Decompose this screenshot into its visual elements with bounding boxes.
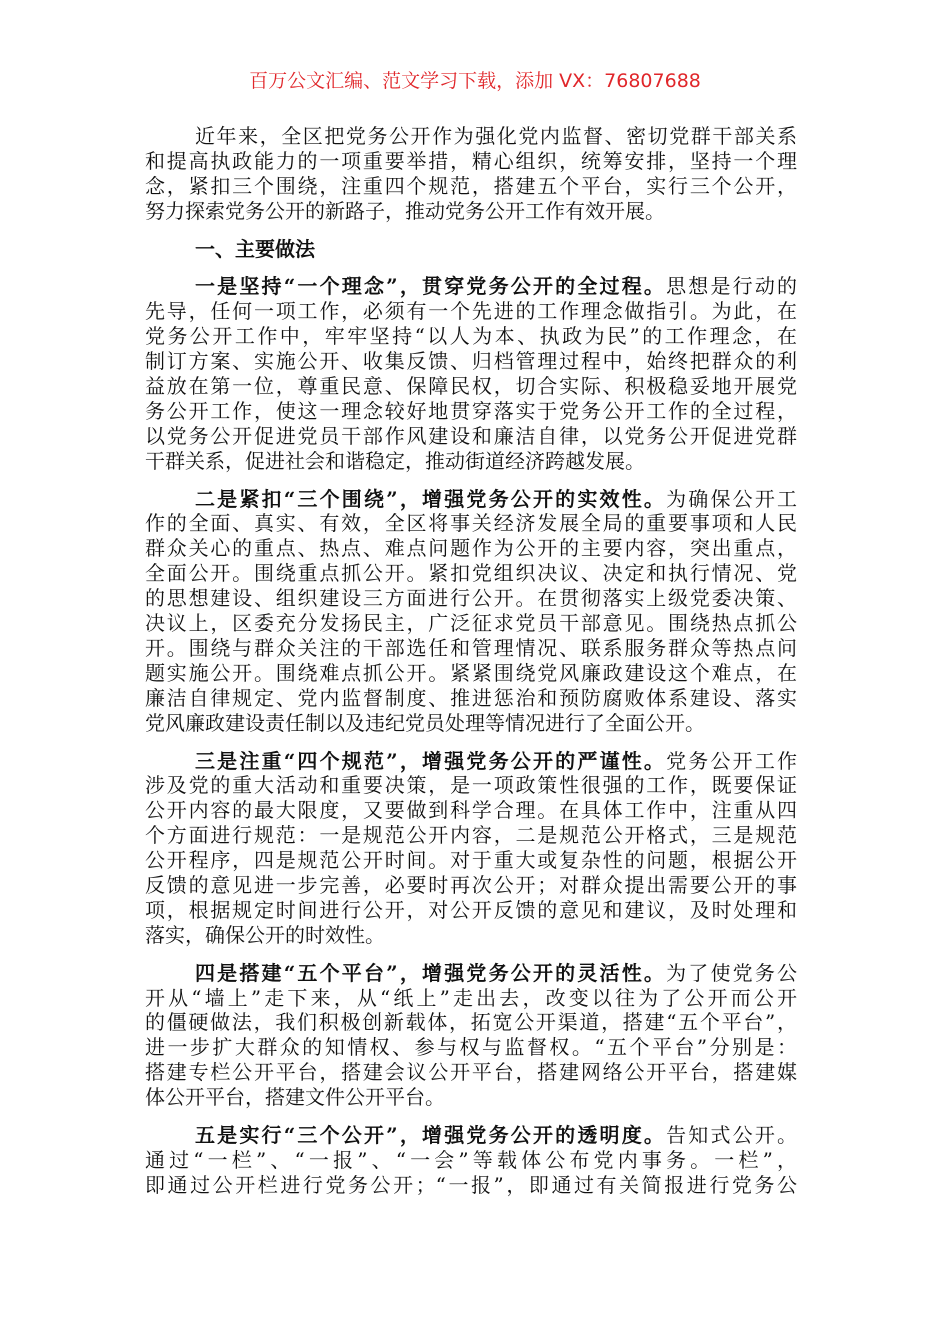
text-line [145, 487, 797, 512]
text-line: 通过“一栏”、“一报”、“一会”等载体公布党内事务。一栏”， [145, 1147, 797, 1172]
paragraph-text: 为了使党务公 [666, 960, 797, 985]
paragraph-text: 党务公开工作 [666, 748, 797, 773]
text-line: 党风廉政建设责任制以及违纪党员处理等情况进行了全面公开。 [145, 710, 705, 735]
text-line: 干群关系，促进社会和谐稳定，推动街道经济跨越发展。 [145, 448, 645, 473]
text-line [145, 749, 797, 774]
text-line: 落实，确保公开的时效性。 [145, 922, 385, 947]
paragraph-text: 思想是行动的 [666, 274, 797, 299]
text-line: 搭建专栏公开平台，搭建会议公开平台，搭建网络公开平台，搭建媒 [145, 1060, 797, 1085]
sections [145, 274, 797, 1197]
paragraph-lead: 二是紧扣“三个围绕”，增强党务公开的实效性。 [195, 486, 667, 511]
text-line: 务公开工作，使这一理念较好地贯穿落实于党务公开工作的全过程， [145, 398, 797, 423]
text-line: 项，根据规定时间进行公开，对公开反馈的意见和建议，及时处理和 [145, 897, 797, 922]
section-paragraph [145, 749, 797, 948]
section-paragraph [145, 487, 797, 736]
text-line: 群众关心的重点、热点、难点问题作为公开的主要内容，突出重点， [145, 536, 797, 561]
intro-paragraph [145, 124, 797, 224]
section-paragraph [145, 274, 797, 473]
text-line: 决议上，区委充分发扬民主，广泛征求党员干部意见。围绕热点抓公 [145, 611, 797, 636]
text-line: 开从“墙上”走下来，从“纸上”走出去，改变以往为了公开而公开 [145, 985, 797, 1010]
text-line: 题实施公开。围绕难点抓公开。紧紧围绕党风廉政建设这个难点，在 [145, 660, 797, 685]
text-line: 全面公开。围绕重点抓公开。紧扣党组织决议、决定和执行情况、党 [145, 561, 797, 586]
text-line: 公开内容的最大限度，又要做到科学合理。在具体工作中，注重从四 [145, 798, 797, 823]
text-line: 即通过公开栏进行党务公开；“一报”，即通过有关简报进行党务公 [145, 1172, 797, 1197]
text-line: 先导，任何一项工作，必须有一个先进的工作理念做指引。为此，在 [145, 299, 797, 324]
text-line: 进一步扩大群众的知情权、参与权与监督权。“五个平台”分别是： [145, 1035, 797, 1060]
text-line: 的思想建设、组织建设三方面进行公开。在贯彻落实上级党委决策、 [145, 586, 797, 611]
text-line: 公开程序，四是规范公开时间。对于重大或复杂性的问题，根据公开 [145, 848, 797, 873]
section-paragraph [145, 961, 797, 1110]
paragraph-lead: 一是坚持“一个理念”，贯穿党务公开的全过程。 [195, 274, 667, 299]
text-line: 反馈的意见进一步完善，必要时再次公开；对群众提出需要公开的事 [145, 872, 797, 897]
section-paragraph [145, 1123, 797, 1198]
paragraph-lead: 五是实行“三个公开”，增强党务公开的透明度。 [195, 1122, 667, 1147]
text-line: 作的全面、真实、有效，全区将事关经济发展全局的重要事项和人民 [145, 511, 797, 536]
text-line: 开。围绕与群众关注的干部选任和管理情况、联系服务群众等热点问 [145, 635, 797, 660]
text-line: 涉及党的重大活动和重要决策，是一项政策性很强的工作，既要保证 [145, 773, 797, 798]
text-line: 党务公开工作中，牢牢坚持“以人为本、执政为民”的工作理念，在 [145, 324, 797, 349]
section-heading: 一、主要做法 [195, 236, 315, 261]
paragraph-lead: 三是注重“四个规范”，增强党务公开的严谨性。 [195, 748, 667, 773]
text-line: 努力探索党务公开的新路子，推动党务公开工作有效开展。 [145, 198, 665, 223]
text-line: 念，紧扣三个围绕，注重四个规范，搭建五个平台，实行三个公开， [145, 173, 797, 198]
text-line: 益放在第一位，尊重民意、保障民权，切合实际、积极稳妥地开展党 [145, 374, 797, 399]
paragraph-text: 为确保公开工 [666, 486, 797, 511]
document-body [145, 124, 797, 1211]
text-line [145, 274, 797, 299]
text-line: 廉洁自律规定、党内监督制度、推进惩治和预防腐败体系建设、落实 [145, 685, 797, 710]
watermark-banner: 百万公文汇编、范文学习下载，添加 VX：76807688 [249, 70, 701, 92]
text-line: 个方面进行规范：一是规范公开内容，二是规范公开格式，三是规范 [145, 823, 797, 848]
text-line: 制订方案、实施公开、收集反馈、归档管理过程中，始终把群众的利 [145, 349, 797, 374]
text-line [145, 961, 797, 986]
text-line: 体公开平台，搭建文件公开平台。 [145, 1085, 445, 1110]
text-line: 以党务公开促进党员干部作风建设和廉洁自律，以党务公开促进党群 [145, 423, 797, 448]
paragraph-lead: 四是搭建“五个平台”，增强党务公开的灵活性。 [195, 960, 667, 985]
text-line: 的僵硬做法，我们积极创新载体，拓宽公开渠道，搭建“五个平台”， [145, 1010, 797, 1035]
paragraph-text: 告知式公开。 [666, 1122, 797, 1147]
text-line: 近年来，全区把党务公开作为强化党内监督、密切党群干部关系 [195, 124, 797, 148]
text-line [145, 1123, 797, 1148]
text-line: 和提高执政能力的一项重要举措，精心组织，统筹安排，坚持一个理 [145, 148, 797, 173]
